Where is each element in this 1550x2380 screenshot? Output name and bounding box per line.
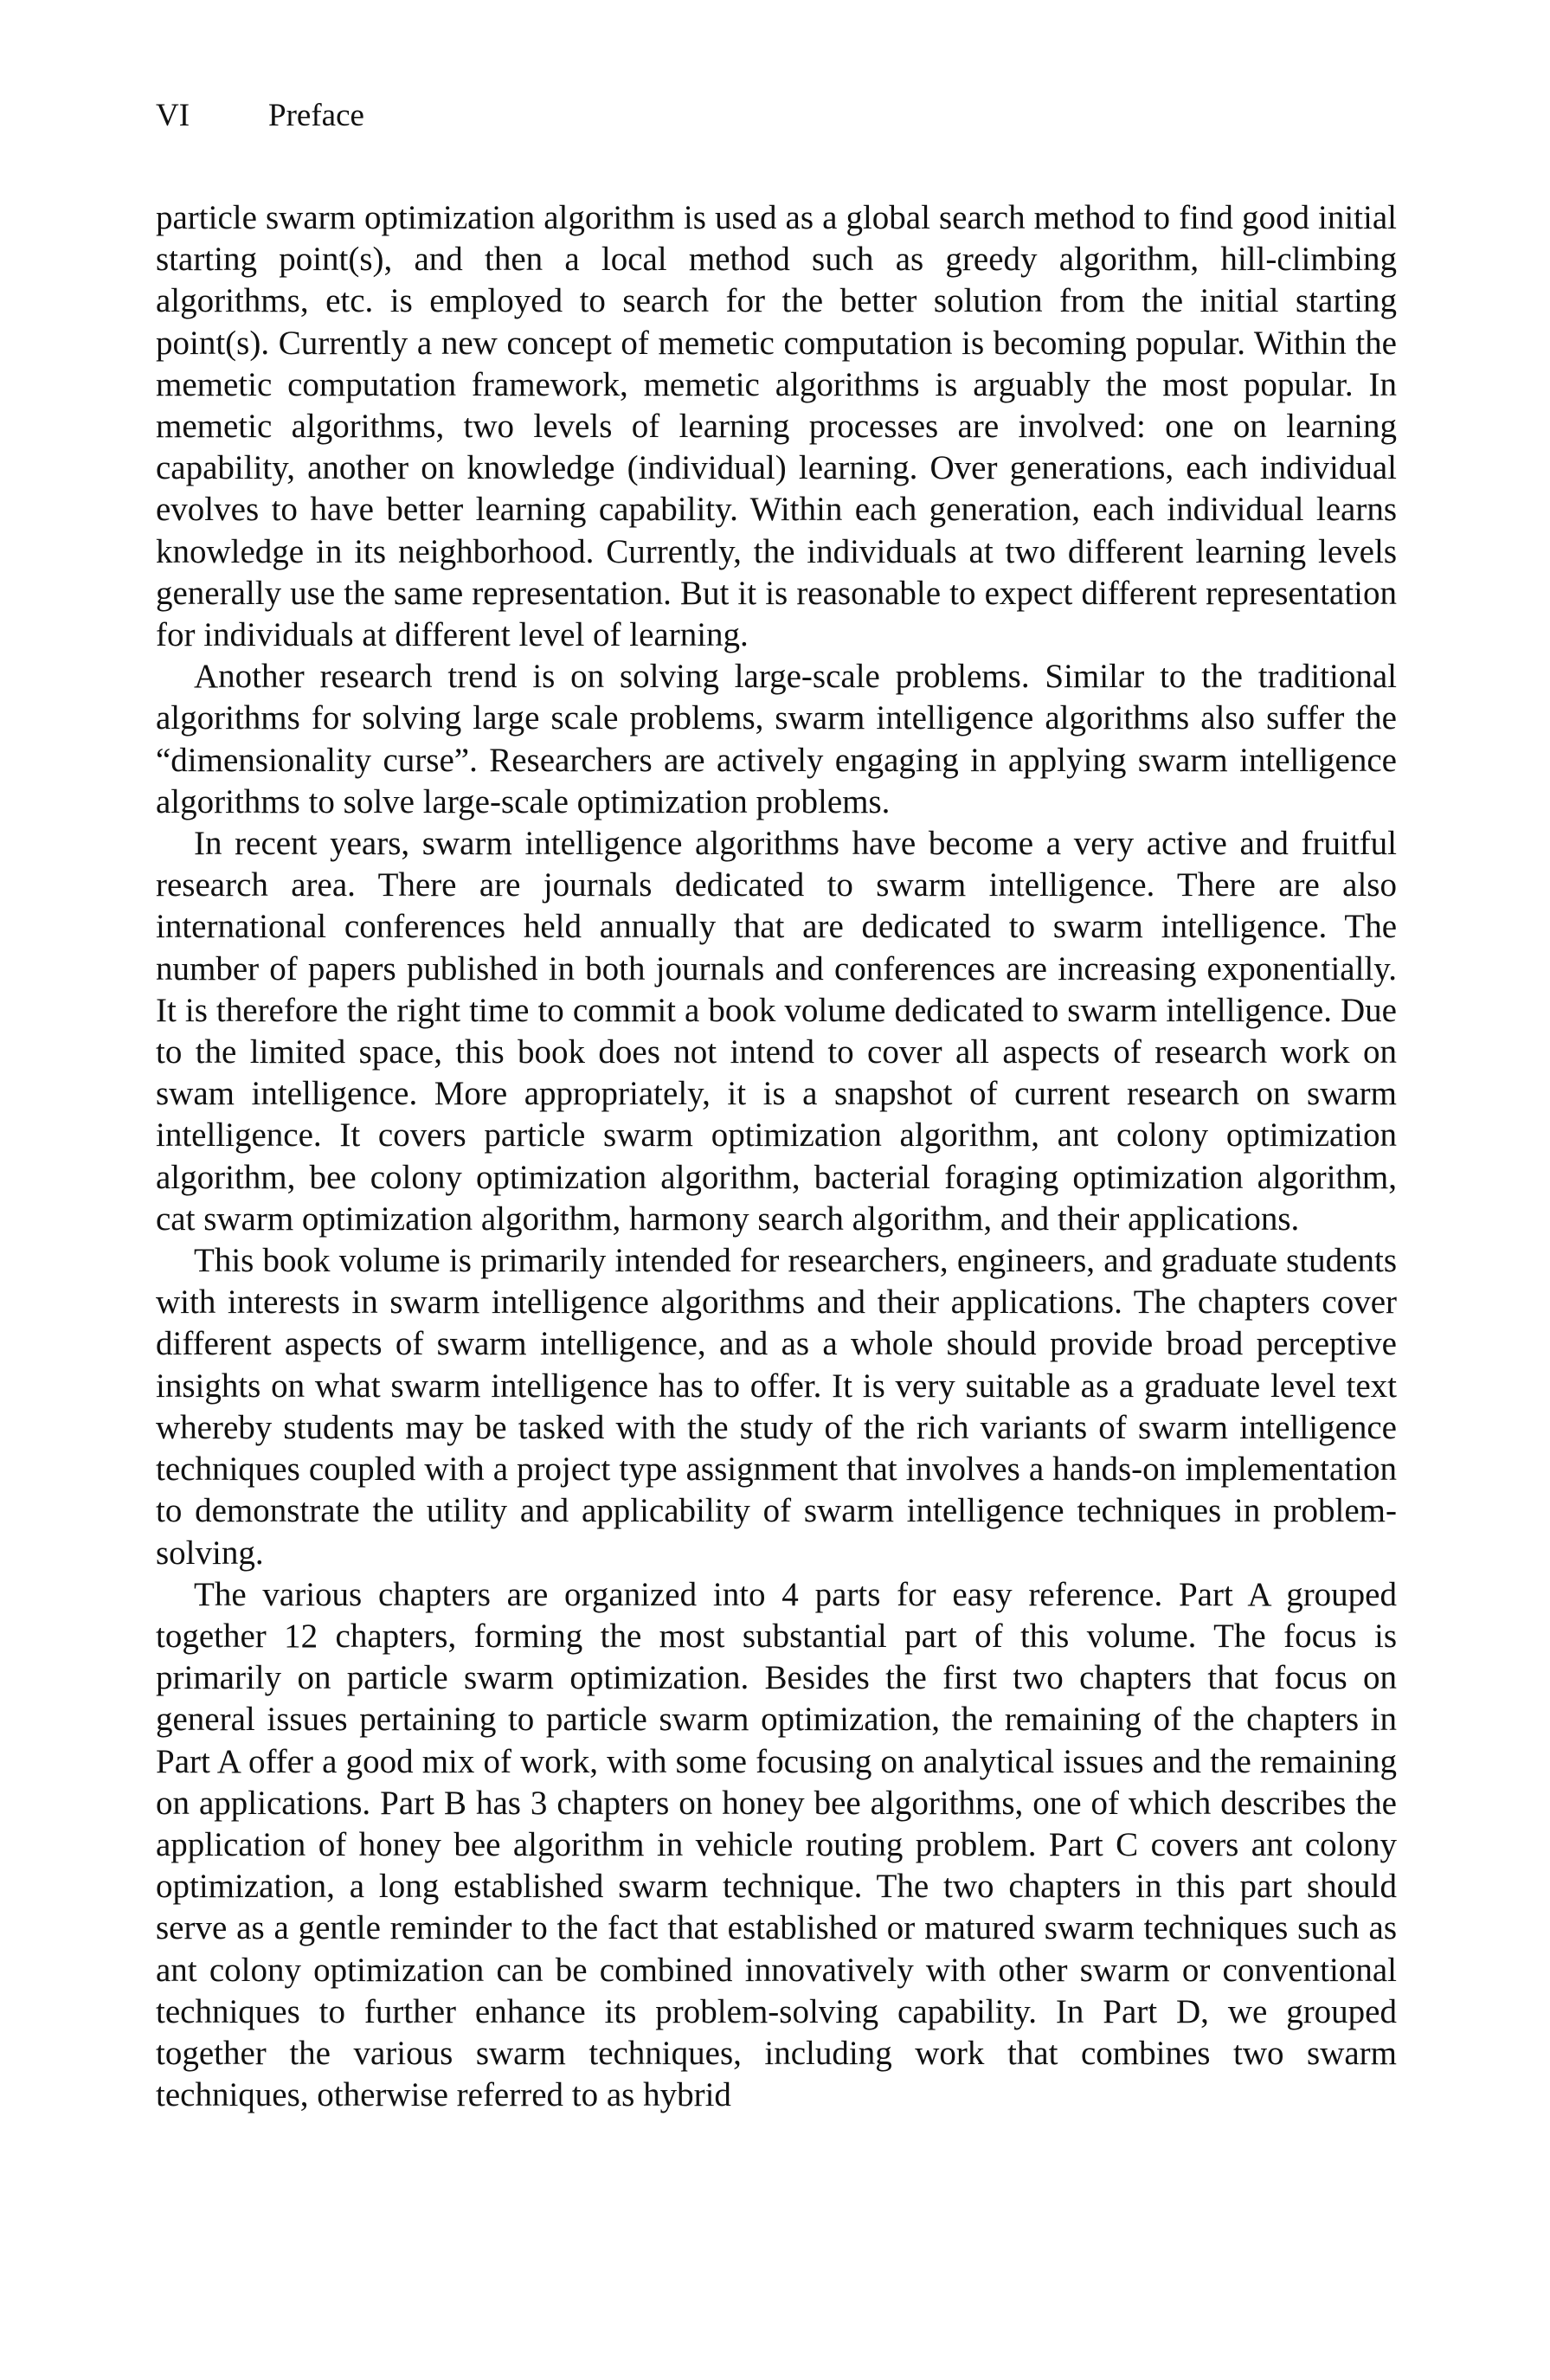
body-text bbox=[156, 197, 1397, 2116]
page-number: VI bbox=[156, 98, 190, 133]
section-title: Preface bbox=[268, 98, 364, 133]
paragraph-organization: The various chapters are organized into 4 parts for easy reference. Part A grouped together 12 chapters, forming the most substantial part of this volume. The focus is primarily on particle swarm optimization. Besides the first two chapters that focus on general issues pertaining to particle swarm optimization, the remaining of the chapters in Part A offer a good mix of work, with some focusing on analytical issues and the remaining on applications. Part B has 3 chapters on honey bee algorithms, one of which describes the application of honey bee algorithm in vehicle routing problem. Part C covers ant colony optimization, a long established swarm technique. The two chapters in this part should serve as a gentle reminder to the fact that established or matured swarm techniques such as ant colony optimization can be combined innovatively with other swarm or conventional techniques to further enhance its problem-solving capability. In Part D, we grouped together the various swarm techniques, including work that combines two swarm techniques, otherwise referred to as hybrid bbox=[156, 1575, 1397, 2114]
paragraph-large-scale-problems: Another research trend is on solving large-scale problems. Similar to the traditional algorithms for solving large scale problems, swarm intelligence algorithms also suffer the “dimensionality curse”. Researchers are actively engaging in applying swarm intelligence algorithms to solve large-scale optimization problems. bbox=[156, 658, 1397, 820]
running-head bbox=[156, 97, 364, 135]
paragraph-research-area: In recent years, swarm intelligence algorithms have become a very active and fruitful research area. There are journals dedicated to swarm intelligence. There are also international conferences held annually that are dedicated to swarm intelligence. The number of papers published in both journals and conferences are increasing exponentially. It is therefore the right time to commit a book volume dedicated to swarm intelligence. Due to the limited space, this book does not intend to cover all aspects of research work on swam intelligence. More appropriately, it is a snapshot of current research on swarm intelligence. It covers particle swarm optimization algorithm, ant colony optimization algorithm, bee colony optimization algorithm, bacterial foraging optimization algorithm, cat swarm optimization algorithm, harmony search algorithm, and their applications. bbox=[156, 825, 1397, 1238]
paragraph-memetic-continuation: particle swarm optimization algorithm is used as a global search method to find good initial starting point(s), and then a local method such as greedy algorithm, hill-climbing algorithms, etc. is employed to search for the better solution from the initial starting point(s). Currently a new concept of memetic computation is becoming popular. Within the memetic computation framework, memetic algorithms is arguably the most popular. In memetic algorithms, two levels of learning processes are involved: one on learning capability, another on knowledge (individual) learning. Over generations, each individual evolves to have better learning capability. Within each generation, each individual learns knowledge in its neighborhood. Currently, the individuals at two different learning levels generally use the same representation. But it is reasonable to expect different representation for individuals at different level of learning. bbox=[156, 199, 1397, 654]
paragraph-intended-audience: This book volume is primarily intended for researchers, engineers, and graduate students with interests in swarm intelligence algorithms and their applications. The chapters cover different aspects of swarm intelligence, and as a whole should provide broad perceptive insights on what swarm intelligence has to offer. It is very suitable as a graduate level text whereby students may be tasked with the study of the rich variants of swarm intelligence techniques coupled with a project type assignment that involves a hands-on implementation to demonstrate the utility and applicability of swarm intelligence techniques in problem-solving. bbox=[156, 1242, 1397, 1572]
